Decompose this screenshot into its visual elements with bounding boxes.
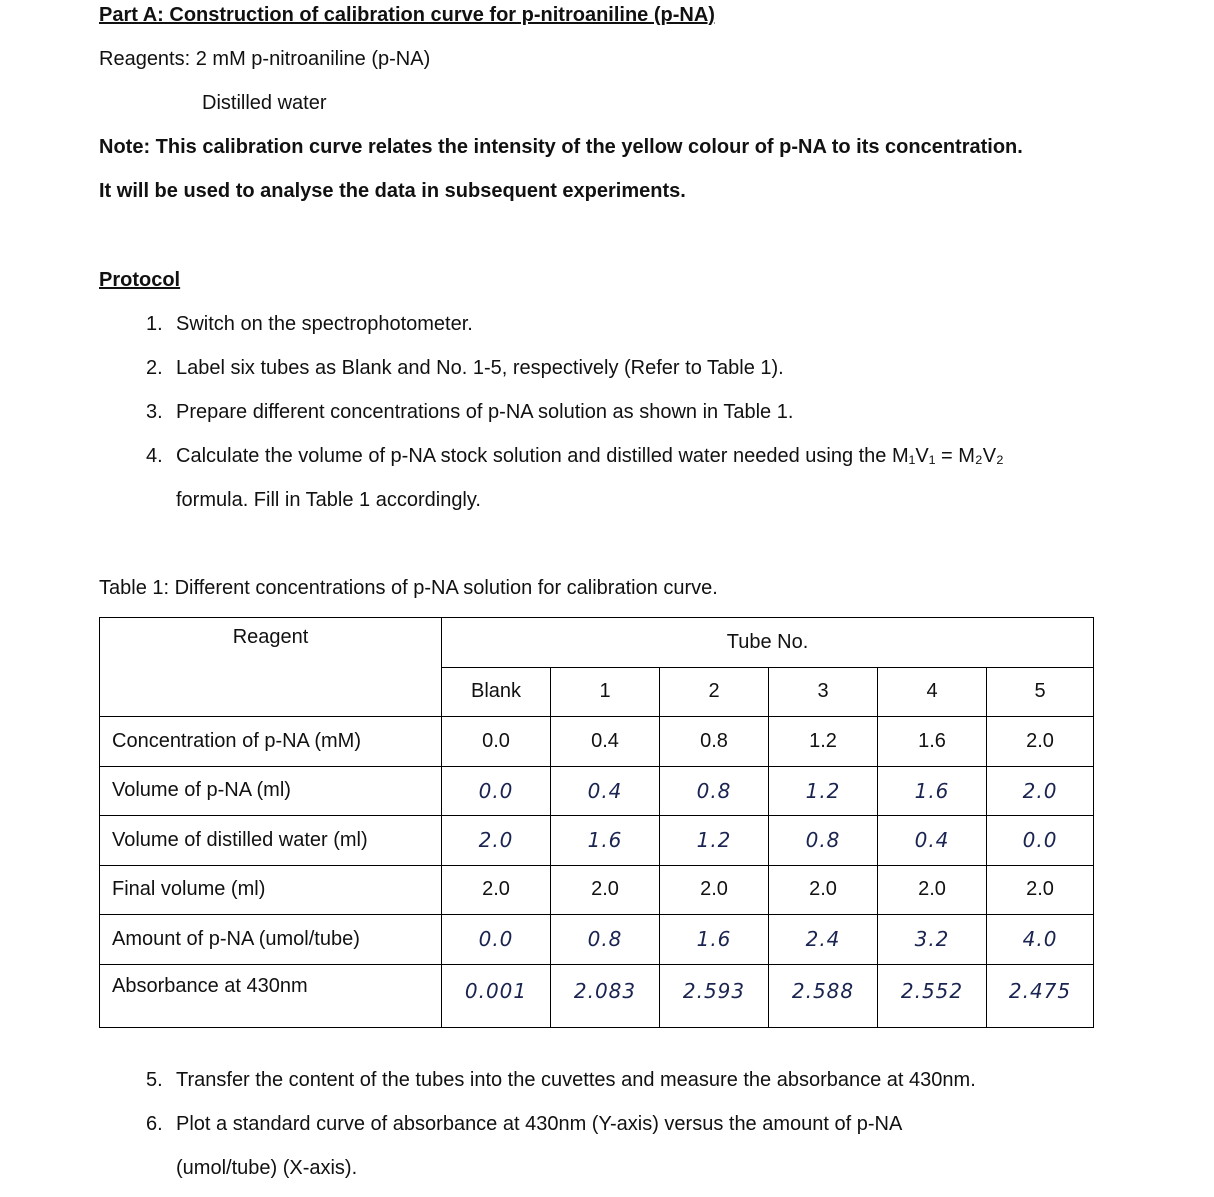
handwritten-cell: 2.0 bbox=[987, 766, 1094, 816]
handwritten-cell: 1.6 bbox=[878, 766, 987, 816]
calibration-table bbox=[99, 617, 1094, 1028]
table-cell: 2.0 bbox=[551, 865, 660, 915]
protocol-heading: Protocol bbox=[99, 269, 181, 291]
table-header-row bbox=[100, 618, 1094, 668]
table-row bbox=[100, 915, 1094, 965]
handwritten-cell: 2.588 bbox=[769, 964, 878, 1028]
step-text: Plot a standard curve of absorbance at 430nm (Y-axis) versus the amount of p-NA bbox=[176, 1113, 903, 1135]
handwritten-cell: 2.552 bbox=[878, 964, 987, 1028]
handwritten-cell: 2.593 bbox=[660, 964, 769, 1028]
step-number: 4. bbox=[146, 445, 163, 467]
table-cell: 2.0 bbox=[878, 865, 987, 915]
handwritten-cell: 2.475 bbox=[987, 964, 1094, 1028]
note-line-2: It will be used to analyse the data in subsequent experiments. bbox=[99, 180, 686, 202]
tube-label: 3 bbox=[769, 667, 878, 717]
handwritten-cell: 1.2 bbox=[660, 816, 769, 866]
handwritten-cell: 0.0 bbox=[442, 915, 551, 965]
step-number: 6. bbox=[146, 1113, 163, 1135]
table-cell: 0.4 bbox=[551, 717, 660, 767]
table-row bbox=[100, 766, 1094, 816]
table-cell: 2.0 bbox=[442, 865, 551, 915]
table-cell: 0.8 bbox=[660, 717, 769, 767]
handwritten-cell: 0.8 bbox=[769, 816, 878, 866]
handwritten-cell: 1.6 bbox=[660, 915, 769, 965]
table-caption: Table 1: Different concentrations of p-NA solution for calibration curve. bbox=[99, 577, 718, 599]
table-cell: 0.0 bbox=[442, 717, 551, 767]
handwritten-cell: 0.8 bbox=[660, 766, 769, 816]
tube-label: Blank bbox=[442, 667, 551, 717]
tube-label: 1 bbox=[551, 667, 660, 717]
handwritten-cell: 0.0 bbox=[987, 816, 1094, 866]
step-text-continued: formula. Fill in Table 1 accordingly. bbox=[176, 489, 481, 511]
table-cell: 2.0 bbox=[987, 717, 1094, 767]
handwritten-cell: 2.083 bbox=[551, 964, 660, 1028]
table-cell: 2.0 bbox=[660, 865, 769, 915]
row-label: Absorbance at 430nm bbox=[100, 964, 442, 1028]
handwritten-cell: 2.0 bbox=[442, 816, 551, 866]
step-text: Transfer the content of the tubes into the cuvettes and measure the absorbance at 430nm. bbox=[176, 1069, 976, 1091]
handwritten-cell: 0.8 bbox=[551, 915, 660, 965]
handwritten-cell: 1.6 bbox=[551, 816, 660, 866]
table-cell: 1.2 bbox=[769, 717, 878, 767]
handwritten-cell: 0.4 bbox=[551, 766, 660, 816]
step-text: Switch on the spectrophotometer. bbox=[176, 313, 473, 335]
table-row bbox=[100, 865, 1094, 915]
note-line-1: Note: This calibration curve relates the intensity of the yellow colour of p-NA to its concentration. bbox=[99, 136, 1023, 158]
row-label: Amount of p-NA (umol/tube) bbox=[100, 915, 442, 965]
row-label: Volume of distilled water (ml) bbox=[100, 816, 442, 866]
step-number: 3. bbox=[146, 401, 163, 423]
step-number: 2. bbox=[146, 357, 163, 379]
tube-label: 2 bbox=[660, 667, 769, 717]
table-cell: 2.0 bbox=[987, 865, 1094, 915]
table-row bbox=[100, 816, 1094, 866]
row-label: Volume of p-NA (ml) bbox=[100, 766, 442, 816]
step-text: Calculate the volume of p-NA stock solution and distilled water needed using the M₁V₁ = M₂V₂ bbox=[176, 445, 1004, 467]
handwritten-cell: 0.4 bbox=[878, 816, 987, 866]
handwritten-cell: 0.0 bbox=[442, 766, 551, 816]
reagent-header: Reagent bbox=[100, 618, 442, 717]
handwritten-cell: 2.4 bbox=[769, 915, 878, 965]
tube-number-header: Tube No. bbox=[442, 618, 1094, 668]
reagent-distilled-water: Distilled water bbox=[202, 92, 327, 114]
table-row bbox=[100, 717, 1094, 767]
row-label: Final volume (ml) bbox=[100, 865, 442, 915]
table-cell: 1.6 bbox=[878, 717, 987, 767]
page-title: Part A: Construction of calibration curve for p-nitroaniline (p-NA) bbox=[99, 4, 715, 26]
step-number: 5. bbox=[146, 1069, 163, 1091]
handwritten-cell: 3.2 bbox=[878, 915, 987, 965]
table-row bbox=[100, 964, 1094, 1028]
step-number: 1. bbox=[146, 313, 163, 335]
step-text: Label six tubes as Blank and No. 1-5, respectively (Refer to Table 1). bbox=[176, 357, 784, 379]
handwritten-cell: 1.2 bbox=[769, 766, 878, 816]
handwritten-cell: 0.001 bbox=[442, 964, 551, 1028]
reagents-line: Reagents: 2 mM p-nitroaniline (p-NA) bbox=[99, 48, 431, 70]
handwritten-cell: 4.0 bbox=[987, 915, 1094, 965]
step-text-continued: (umol/tube) (X-axis). bbox=[176, 1157, 358, 1179]
tube-label: 5 bbox=[987, 667, 1094, 717]
row-label: Concentration of p-NA (mM) bbox=[100, 717, 442, 767]
table-cell: 2.0 bbox=[769, 865, 878, 915]
step-text: Prepare different concentrations of p-NA solution as shown in Table 1. bbox=[176, 401, 794, 423]
tube-label: 4 bbox=[878, 667, 987, 717]
